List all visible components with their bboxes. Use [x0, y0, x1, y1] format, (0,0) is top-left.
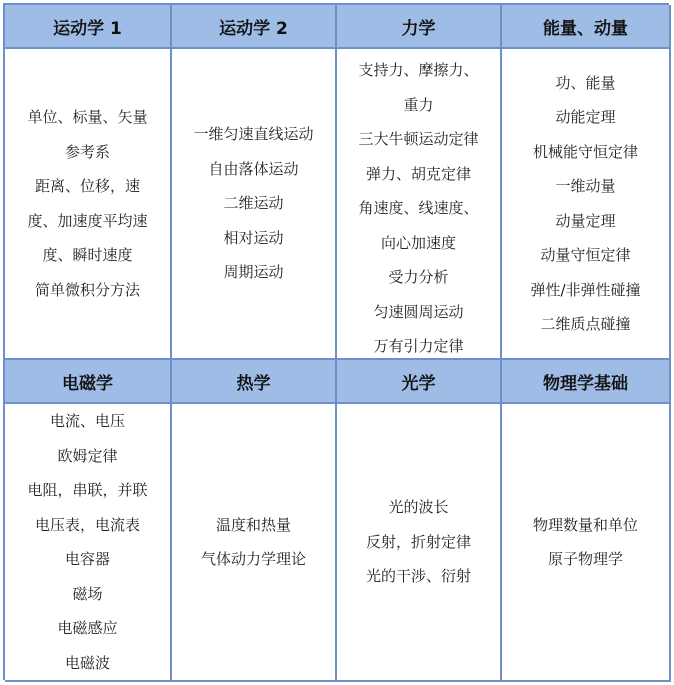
topic-list: [27, 404, 147, 680]
topic-item: 磁场: [72, 584, 103, 603]
topic-list: [27, 100, 147, 307]
header-label: 电磁学: [62, 373, 113, 394]
topic-item: 机械能守恒定律: [532, 142, 638, 161]
header-label: 运动学 1: [53, 18, 122, 39]
topic-item: 二维运动: [223, 194, 284, 213]
topic-item: 参考系: [64, 142, 110, 161]
topic-item: 弹性/非弹性碰撞: [530, 280, 641, 299]
header-label: 能量、动量: [543, 18, 628, 39]
topic-item: 动量守恒定律: [540, 246, 631, 264]
topic-item: 相对运动: [223, 228, 284, 247]
topic-item: 电磁感应: [57, 619, 118, 637]
topic-item: 欧姆定律: [57, 446, 118, 465]
topic-item: 电流、电压: [49, 412, 125, 430]
header-label: 光学: [401, 373, 436, 394]
topic-item: 支持力、摩擦力、: [358, 61, 479, 79]
topic-item: 原子物理学: [547, 550, 623, 568]
topic-item: 距离、位移，速: [34, 177, 140, 195]
header-label: 物理学基础: [543, 373, 628, 394]
topic-list: [201, 508, 306, 577]
header-kinematics-1: [5, 5, 172, 49]
topic-item: 电阻，串联，并联: [27, 481, 148, 499]
topic-item: 简单微积分方法: [34, 280, 140, 299]
cell-thermodynamics: [172, 404, 337, 682]
topic-item: 度、加速度平均速: [27, 211, 148, 230]
cell-energy-momentum: [502, 49, 671, 360]
topic-item: 受力分析: [388, 268, 449, 286]
topic-list: [366, 490, 471, 594]
topic-list: [530, 66, 640, 342]
header-thermodynamics: [172, 360, 337, 404]
topic-item: 温度和热量: [215, 515, 291, 534]
topic-item: 电压表，电流表: [34, 515, 140, 534]
topic-item: 动量定理: [555, 211, 616, 230]
header-energy-momentum: [502, 5, 671, 49]
header-electromagnetism: [5, 360, 172, 404]
topic-item: 光的干涉、衍射: [365, 567, 471, 586]
topic-item: 反射，折射定律: [365, 532, 471, 551]
topic-list: [533, 508, 638, 577]
topic-item: 二维质点碰撞: [540, 315, 631, 333]
header-physics-basics: [502, 360, 671, 404]
header-kinematics-2: [172, 5, 337, 49]
cell-electromagnetism: [5, 404, 172, 682]
header-label: 力学: [401, 18, 436, 39]
header-mechanics: [337, 5, 502, 49]
header-optics: [337, 360, 502, 404]
physics-topics-table: [3, 3, 669, 680]
topic-item: 万有引力定律: [373, 337, 464, 355]
topic-item: 气体动力学理论: [200, 550, 306, 568]
topic-item: 自由落体运动: [208, 159, 299, 178]
topic-item: 向心加速度: [380, 233, 456, 252]
topic-item: 弹力、胡克定律: [365, 164, 471, 183]
topic-item: 度、瞬时速度: [42, 246, 133, 264]
header-label: 运动学 2: [219, 18, 288, 39]
topic-item: 电磁波: [64, 653, 110, 672]
topic-item: 角速度、线速度、: [358, 199, 479, 217]
topic-item: 三大牛顿运动定律: [358, 130, 479, 148]
topic-item: 周期运动: [223, 263, 284, 282]
topic-item: 功、能量: [555, 73, 616, 92]
cell-physics-basics: [502, 404, 671, 682]
topic-list: [358, 53, 478, 360]
topic-item: 重力: [403, 95, 434, 114]
topic-item: 单位、标量、矢量: [27, 108, 148, 126]
cell-kinematics-2: [172, 49, 337, 360]
topic-item: 光的波长: [388, 498, 449, 517]
topic-item: 一维匀速直线运动: [193, 125, 314, 144]
topic-item: 匀速圆周运动: [373, 302, 464, 321]
cell-optics: [337, 404, 502, 682]
topic-item: 动能定理: [555, 108, 616, 126]
header-label: 热学: [236, 373, 271, 394]
cell-mechanics: [337, 49, 502, 360]
topic-list: [193, 117, 313, 290]
cell-kinematics-1: [5, 49, 172, 360]
topic-item: 物理数量和单位: [532, 515, 638, 534]
topic-item: 电容器: [64, 550, 110, 568]
topic-item: 一维动量: [555, 177, 616, 195]
